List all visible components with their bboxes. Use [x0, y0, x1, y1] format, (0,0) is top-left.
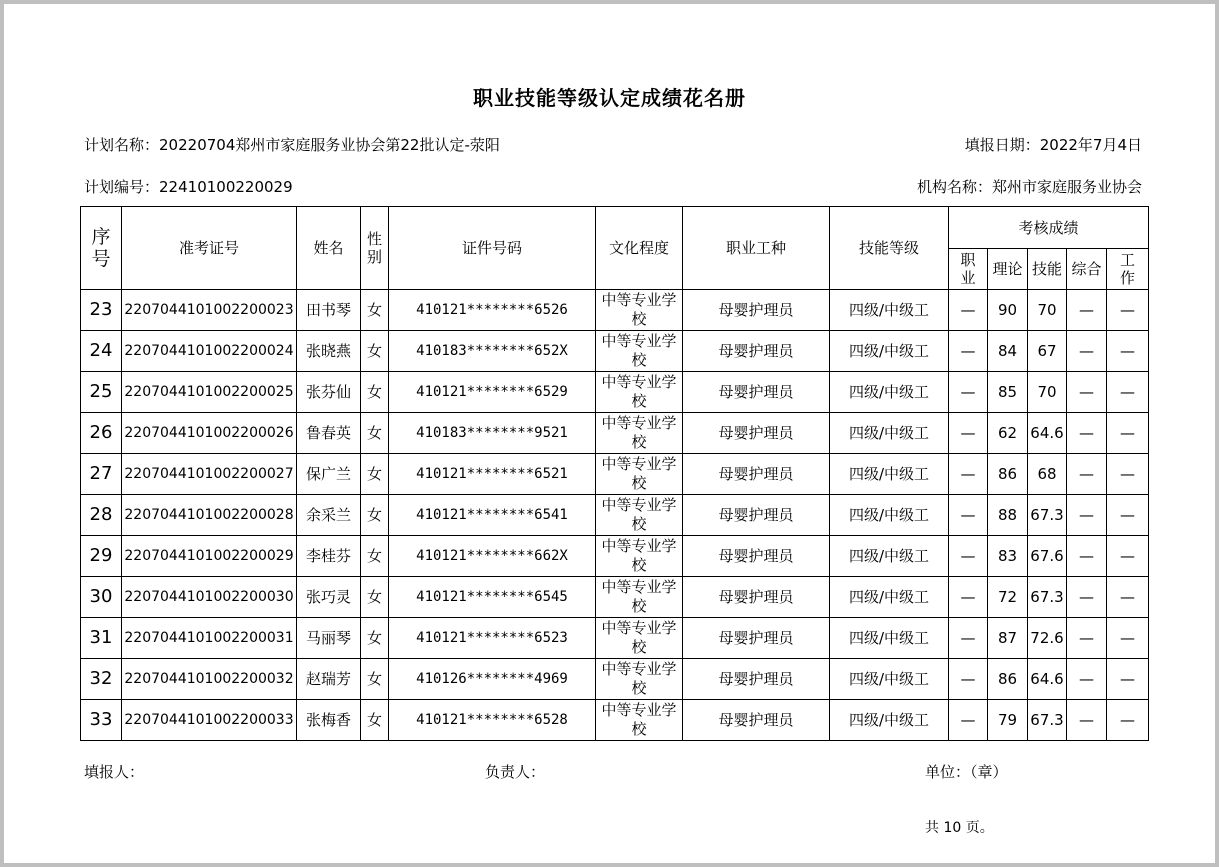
cell-score-overall: —	[1067, 331, 1107, 372]
cell-education: 中等专业学校	[596, 331, 683, 372]
cell-name: 张巧灵	[297, 577, 361, 618]
cell-occupation: 母婴护理员	[683, 331, 830, 372]
cell-score-work: —	[1107, 413, 1149, 454]
cell-name: 保广兰	[297, 454, 361, 495]
cell-name: 田书琴	[297, 290, 361, 331]
cell-score-work: —	[1107, 372, 1149, 413]
cell-seq: 23	[81, 290, 122, 331]
table-row	[81, 331, 1149, 372]
cell-score-theory: 72	[988, 577, 1028, 618]
cell-ticket: 2207044101002200031	[122, 618, 297, 659]
header-occupation: 职业工种	[683, 207, 830, 290]
cell-id-number: 410121********6541	[389, 495, 596, 536]
cell-score-theory: 79	[988, 700, 1028, 741]
org-name-label: 机构名称：	[916, 178, 992, 196]
cell-score-theory: 86	[988, 454, 1028, 495]
cell-seq: 28	[81, 495, 122, 536]
cell-id-number: 410121********6521	[389, 454, 596, 495]
org-name-value: 郑州市家庭服务业协会	[991, 178, 1142, 196]
header-seq: 序号	[81, 207, 122, 290]
cell-ticket: 2207044101002200027	[122, 454, 297, 495]
header-id-number: 证件号码	[389, 207, 596, 290]
cell-education: 中等专业学校	[596, 454, 683, 495]
cell-gender: 女	[361, 331, 389, 372]
cell-score-skill: 72.6	[1028, 618, 1067, 659]
cell-skill-level: 四级/中级工	[830, 700, 949, 741]
cell-score-theory: 62	[988, 413, 1028, 454]
cell-score-theory: 88	[988, 495, 1028, 536]
cell-gender: 女	[361, 372, 389, 413]
cell-score-skill: 67.3	[1028, 577, 1067, 618]
cell-id-number: 410126********4969	[389, 659, 596, 700]
cell-ticket: 2207044101002200025	[122, 372, 297, 413]
cell-name: 张芬仙	[297, 372, 361, 413]
cell-skill-level: 四级/中级工	[830, 618, 949, 659]
cell-score-occupation: —	[949, 618, 988, 659]
cell-score-skill: 70	[1028, 372, 1067, 413]
cell-occupation: 母婴护理员	[683, 290, 830, 331]
cell-ticket: 2207044101002200024	[122, 331, 297, 372]
cell-skill-level: 四级/中级工	[830, 536, 949, 577]
cell-id-number: 410121********6529	[389, 372, 596, 413]
cell-gender: 女	[361, 413, 389, 454]
cell-score-work: —	[1107, 577, 1149, 618]
cell-occupation: 母婴护理员	[683, 413, 830, 454]
cell-score-overall: —	[1067, 454, 1107, 495]
cell-seq: 32	[81, 659, 122, 700]
header-education: 文化程度	[596, 207, 683, 290]
cell-skill-level: 四级/中级工	[830, 659, 949, 700]
cell-score-theory: 87	[988, 618, 1028, 659]
cell-score-theory: 86	[988, 659, 1028, 700]
filler-label: 填报人：	[84, 763, 145, 781]
cell-score-overall: —	[1067, 536, 1107, 577]
cell-id-number: 410121********6545	[389, 577, 596, 618]
cell-name: 李桂芬	[297, 536, 361, 577]
cell-score-occupation: —	[949, 331, 988, 372]
cell-score-overall: —	[1067, 495, 1107, 536]
cell-occupation: 母婴护理员	[683, 618, 830, 659]
cell-gender: 女	[361, 536, 389, 577]
report-date-label: 填报日期：	[964, 136, 1040, 154]
cell-skill-level: 四级/中级工	[830, 454, 949, 495]
cell-education: 中等专业学校	[596, 618, 683, 659]
cell-score-skill: 68	[1028, 454, 1067, 495]
cell-id-number: 410183********9521	[389, 413, 596, 454]
cell-seq: 31	[81, 618, 122, 659]
table-row	[81, 577, 1149, 618]
cell-skill-level: 四级/中级工	[830, 331, 949, 372]
cell-score-skill: 67.3	[1028, 700, 1067, 741]
cell-score-skill: 67.6	[1028, 536, 1067, 577]
cell-gender: 女	[361, 659, 389, 700]
cell-occupation: 母婴护理员	[683, 700, 830, 741]
cell-skill-level: 四级/中级工	[830, 495, 949, 536]
cell-score-occupation: —	[949, 659, 988, 700]
unit-label: 单位：（章）	[925, 763, 1008, 781]
cell-score-theory: 84	[988, 331, 1028, 372]
cell-occupation: 母婴护理员	[683, 536, 830, 577]
cell-occupation: 母婴护理员	[683, 659, 830, 700]
table-row	[81, 454, 1149, 495]
cell-id-number: 410121********6523	[389, 618, 596, 659]
table-row	[81, 372, 1149, 413]
table-row	[81, 495, 1149, 536]
table-row	[81, 659, 1149, 700]
table-row	[81, 700, 1149, 741]
cell-score-overall: —	[1067, 618, 1107, 659]
cell-gender: 女	[361, 700, 389, 741]
table-row	[81, 536, 1149, 577]
cell-gender: 女	[361, 618, 389, 659]
plan-number-line	[84, 176, 293, 197]
header-ticket: 准考证号	[122, 207, 297, 290]
plan-number-label: 计划编号：	[84, 178, 160, 196]
cell-score-work: —	[1107, 618, 1149, 659]
cell-id-number: 410183********652X	[389, 331, 596, 372]
header-gender: 性别	[361, 207, 389, 290]
cell-seq: 29	[81, 536, 122, 577]
cell-skill-level: 四级/中级工	[830, 290, 949, 331]
table-row	[81, 618, 1149, 659]
cell-ticket: 2207044101002200030	[122, 577, 297, 618]
cell-skill-level: 四级/中级工	[830, 372, 949, 413]
header-score-theory: 理论	[988, 249, 1028, 290]
cell-ticket: 2207044101002200023	[122, 290, 297, 331]
cell-name: 鲁春英	[297, 413, 361, 454]
cell-ticket: 2207044101002200028	[122, 495, 297, 536]
cell-gender: 女	[361, 495, 389, 536]
score-roster-table	[80, 206, 1149, 741]
cell-ticket: 2207044101002200033	[122, 700, 297, 741]
table-row	[81, 290, 1149, 331]
cell-score-skill: 67.3	[1028, 495, 1067, 536]
report-date-line	[965, 134, 1142, 155]
cell-skill-level: 四级/中级工	[830, 413, 949, 454]
responsible-label: 负责人：	[485, 763, 546, 781]
cell-score-work: —	[1107, 536, 1149, 577]
cell-score-occupation: —	[949, 495, 988, 536]
plan-name-label: 计划名称：	[84, 136, 160, 154]
cell-score-skill: 67	[1028, 331, 1067, 372]
cell-score-work: —	[1107, 659, 1149, 700]
cell-score-occupation: —	[949, 577, 988, 618]
cell-education: 中等专业学校	[596, 372, 683, 413]
cell-ticket: 2207044101002200029	[122, 536, 297, 577]
cell-score-occupation: —	[949, 413, 988, 454]
page-title: 职业技能等级认定成绩花名册	[473, 86, 746, 110]
cell-score-work: —	[1107, 290, 1149, 331]
report-date-value: 2022年7月4日	[1039, 136, 1142, 154]
cell-score-theory: 85	[988, 372, 1028, 413]
plan-name-line	[84, 134, 500, 155]
cell-score-skill: 64.6	[1028, 659, 1067, 700]
cell-seq: 27	[81, 454, 122, 495]
cell-score-overall: —	[1067, 413, 1107, 454]
cell-education: 中等专业学校	[596, 290, 683, 331]
cell-skill-level: 四级/中级工	[830, 577, 949, 618]
cell-education: 中等专业学校	[596, 659, 683, 700]
cell-score-occupation: —	[949, 536, 988, 577]
org-name-line	[917, 176, 1142, 197]
cell-seq: 25	[81, 372, 122, 413]
header-score-work: 工作	[1107, 249, 1149, 290]
cell-score-overall: —	[1067, 290, 1107, 331]
header-name: 姓名	[297, 207, 361, 290]
plan-number-value: 22410100220029	[159, 178, 293, 196]
cell-score-work: —	[1107, 331, 1149, 372]
cell-score-skill: 70	[1028, 290, 1067, 331]
cell-gender: 女	[361, 454, 389, 495]
cell-name: 赵瑞芳	[297, 659, 361, 700]
header-skill-level: 技能等级	[830, 207, 949, 290]
header-score-overall: 综合	[1067, 249, 1107, 290]
cell-occupation: 母婴护理员	[683, 454, 830, 495]
cell-education: 中等专业学校	[596, 536, 683, 577]
cell-education: 中等专业学校	[596, 495, 683, 536]
cell-gender: 女	[361, 290, 389, 331]
cell-education: 中等专业学校	[596, 700, 683, 741]
cell-id-number: 410121********6528	[389, 700, 596, 741]
cell-name: 余采兰	[297, 495, 361, 536]
cell-name: 张晓燕	[297, 331, 361, 372]
cell-id-number: 410121********662X	[389, 536, 596, 577]
cell-name: 张梅香	[297, 700, 361, 741]
cell-score-overall: —	[1067, 372, 1107, 413]
cell-seq: 24	[81, 331, 122, 372]
cell-score-theory: 90	[988, 290, 1028, 331]
cell-score-skill: 64.6	[1028, 413, 1067, 454]
cell-score-overall: —	[1067, 577, 1107, 618]
cell-score-work: —	[1107, 700, 1149, 741]
cell-seq: 33	[81, 700, 122, 741]
cell-id-number: 410121********6526	[389, 290, 596, 331]
cell-score-occupation: —	[949, 700, 988, 741]
cell-occupation: 母婴护理员	[683, 372, 830, 413]
cell-occupation: 母婴护理员	[683, 495, 830, 536]
page-count: 共 10 页。	[925, 820, 994, 836]
cell-score-occupation: —	[949, 290, 988, 331]
header-score-occupation: 职业	[949, 249, 988, 290]
header-scores: 考核成绩	[949, 207, 1149, 249]
header-score-skill: 技能	[1028, 249, 1067, 290]
cell-score-work: —	[1107, 454, 1149, 495]
cell-education: 中等专业学校	[596, 413, 683, 454]
roster-body	[81, 290, 1149, 741]
cell-gender: 女	[361, 577, 389, 618]
cell-score-work: —	[1107, 495, 1149, 536]
plan-name-value: 20220704郑州市家庭服务业协会第22批认定-荥阳	[159, 136, 500, 154]
cell-seq: 26	[81, 413, 122, 454]
cell-occupation: 母婴护理员	[683, 577, 830, 618]
cell-score-overall: —	[1067, 700, 1107, 741]
cell-name: 马丽琴	[297, 618, 361, 659]
cell-education: 中等专业学校	[596, 577, 683, 618]
cell-score-overall: —	[1067, 659, 1107, 700]
cell-ticket: 2207044101002200032	[122, 659, 297, 700]
cell-score-occupation: —	[949, 372, 988, 413]
table-row	[81, 413, 1149, 454]
cell-seq: 30	[81, 577, 122, 618]
cell-score-occupation: —	[949, 454, 988, 495]
cell-score-theory: 83	[988, 536, 1028, 577]
cell-ticket: 2207044101002200026	[122, 413, 297, 454]
